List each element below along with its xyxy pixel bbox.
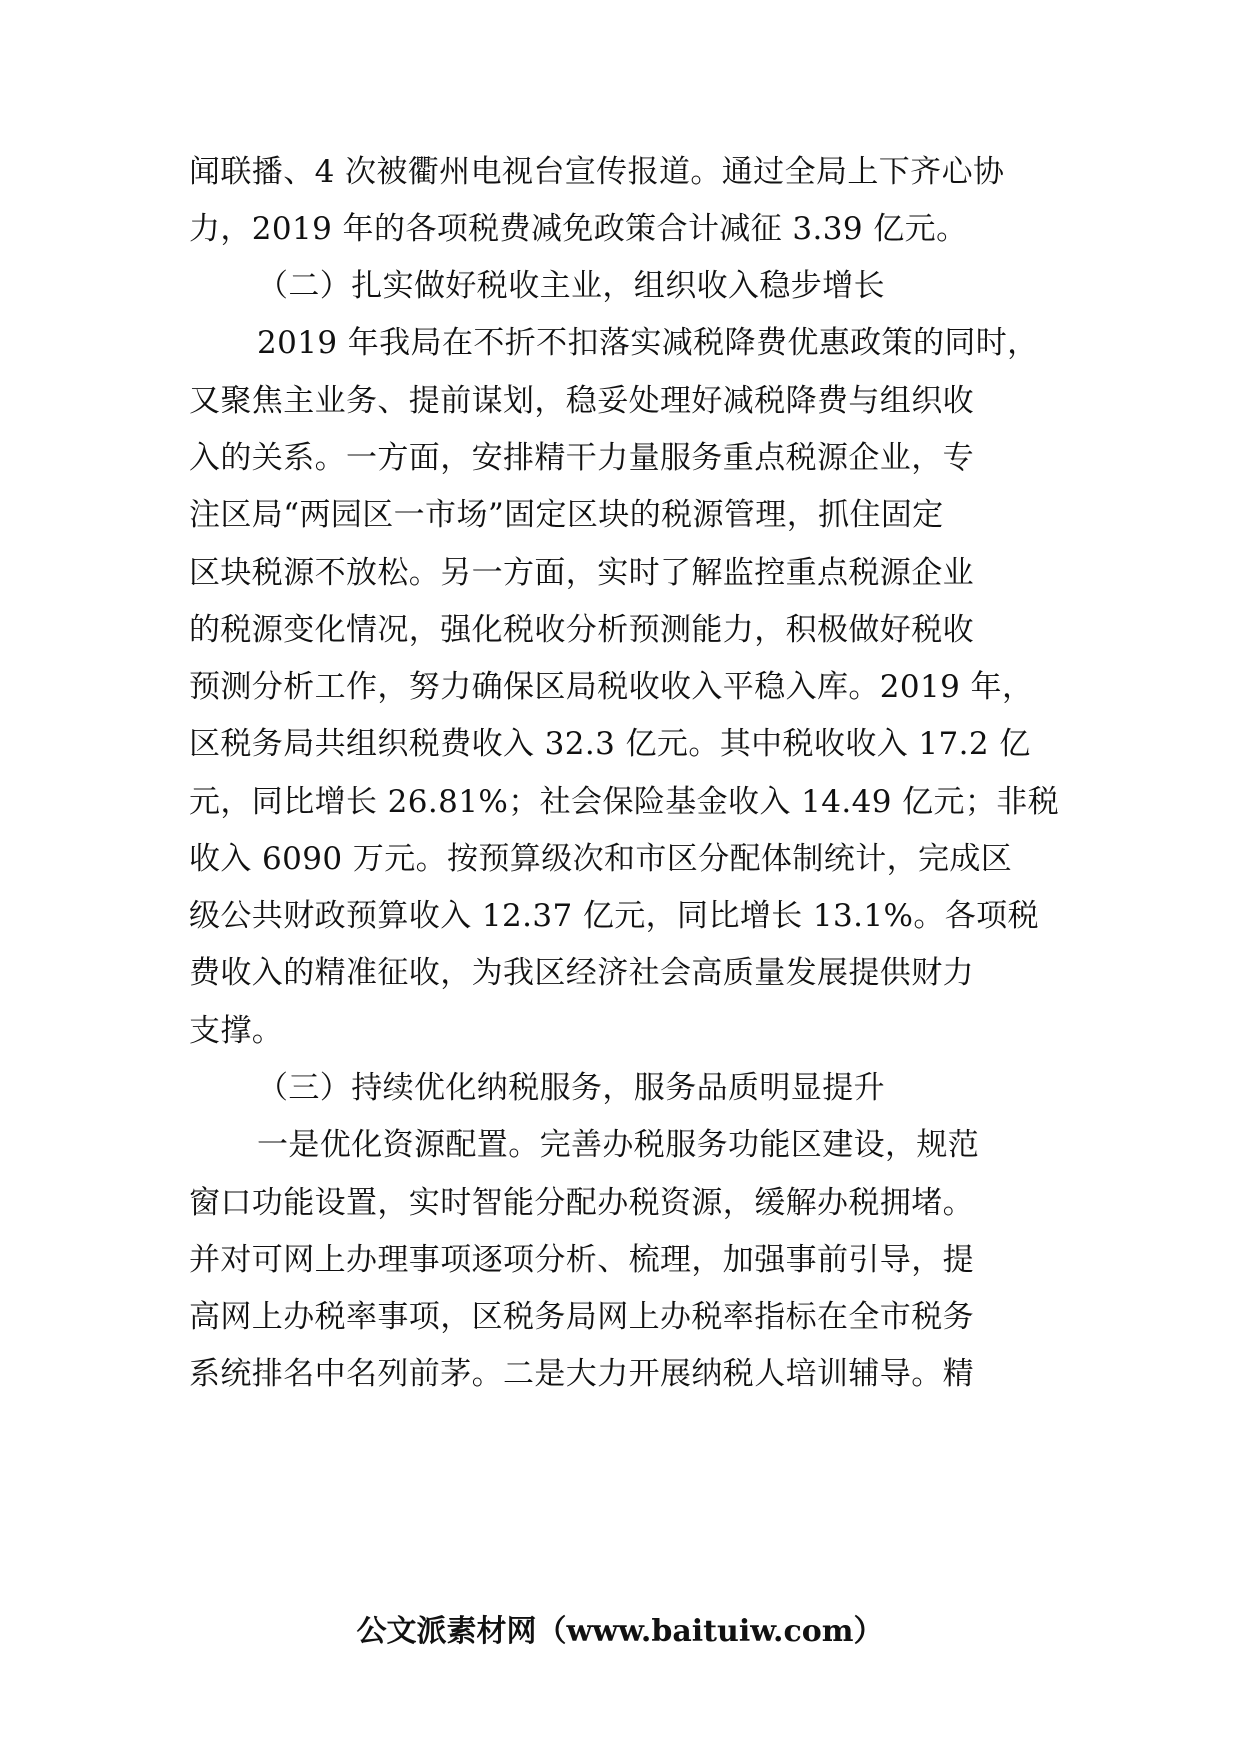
text-line: 力，2019 年的各项税费减免政策合计减征 3.39 亿元。 bbox=[189, 211, 968, 247]
text-line: 闻联播、4 次被衢州电视台宣传报道。通过全局上下齐心协 bbox=[189, 154, 1005, 190]
text-line: 入的关系。一方面，安排精干力量服务重点税源企业，专 bbox=[189, 440, 974, 476]
section-heading: （三）持续优化纳税服务，服务品质明显提升 bbox=[257, 1070, 885, 1106]
section-heading: （二）扎实做好税收主业，组织收入稳步增长 bbox=[257, 268, 885, 304]
text-line: 收入 6090 万元。按预算级次和市区分配体制统计，完成区 bbox=[189, 841, 1013, 877]
text-line: 并对可网上办理事项逐项分析、梳理，加强事前引导，提 bbox=[189, 1242, 974, 1278]
text-line: 元，同比增长 26.81%；社会保险基金收入 14.49 亿元；非税 bbox=[189, 784, 1060, 820]
text-line: 一是优化资源配置。完善办税服务功能区建设，规范 bbox=[257, 1127, 980, 1163]
text-line: 2019 年我局在不折不扣落实减税降费优惠政策的同时， bbox=[257, 325, 1039, 361]
text-line: 高网上办税率事项，区税务局网上办税率指标在全市税务 bbox=[189, 1299, 974, 1335]
text-line: 又聚焦主业务、提前谋划，稳妥处理好减税降费与组织收 bbox=[189, 383, 974, 419]
text-line: 系统排名中名列前茅。二是大力开展纳税人培训辅导。精 bbox=[189, 1356, 974, 1392]
text-line: 预测分析工作，努力确保区局税收收入平稳入库。2019 年， bbox=[189, 669, 1034, 705]
footer-watermark: 公文派素材网（www.baituiw.com） bbox=[356, 1614, 884, 1649]
text-line: 区税务局共组织税费收入 32.3 亿元。其中税收收入 17.2 亿 bbox=[189, 726, 1031, 762]
text-line: 区块税源不放松。另一方面，实时了解监控重点税源企业 bbox=[189, 555, 974, 591]
text-line: 的税源变化情况，强化税收分析预测能力，积极做好税收 bbox=[189, 612, 974, 648]
text-line: 注区局“两园区一市场”固定区块的税源管理，抓住固定 bbox=[189, 497, 944, 533]
text-line: 费收入的精准征收，为我区经济社会高质量发展提供财力 bbox=[189, 955, 974, 991]
text-line: 支撑。 bbox=[189, 1013, 284, 1049]
text-line: 窗口功能设置，实时智能分配办税资源，缓解办税拥堵。 bbox=[189, 1185, 974, 1221]
text-line: 级公共财政预算收入 12.37 亿元，同比增长 13.1%。各项税 bbox=[189, 898, 1039, 934]
